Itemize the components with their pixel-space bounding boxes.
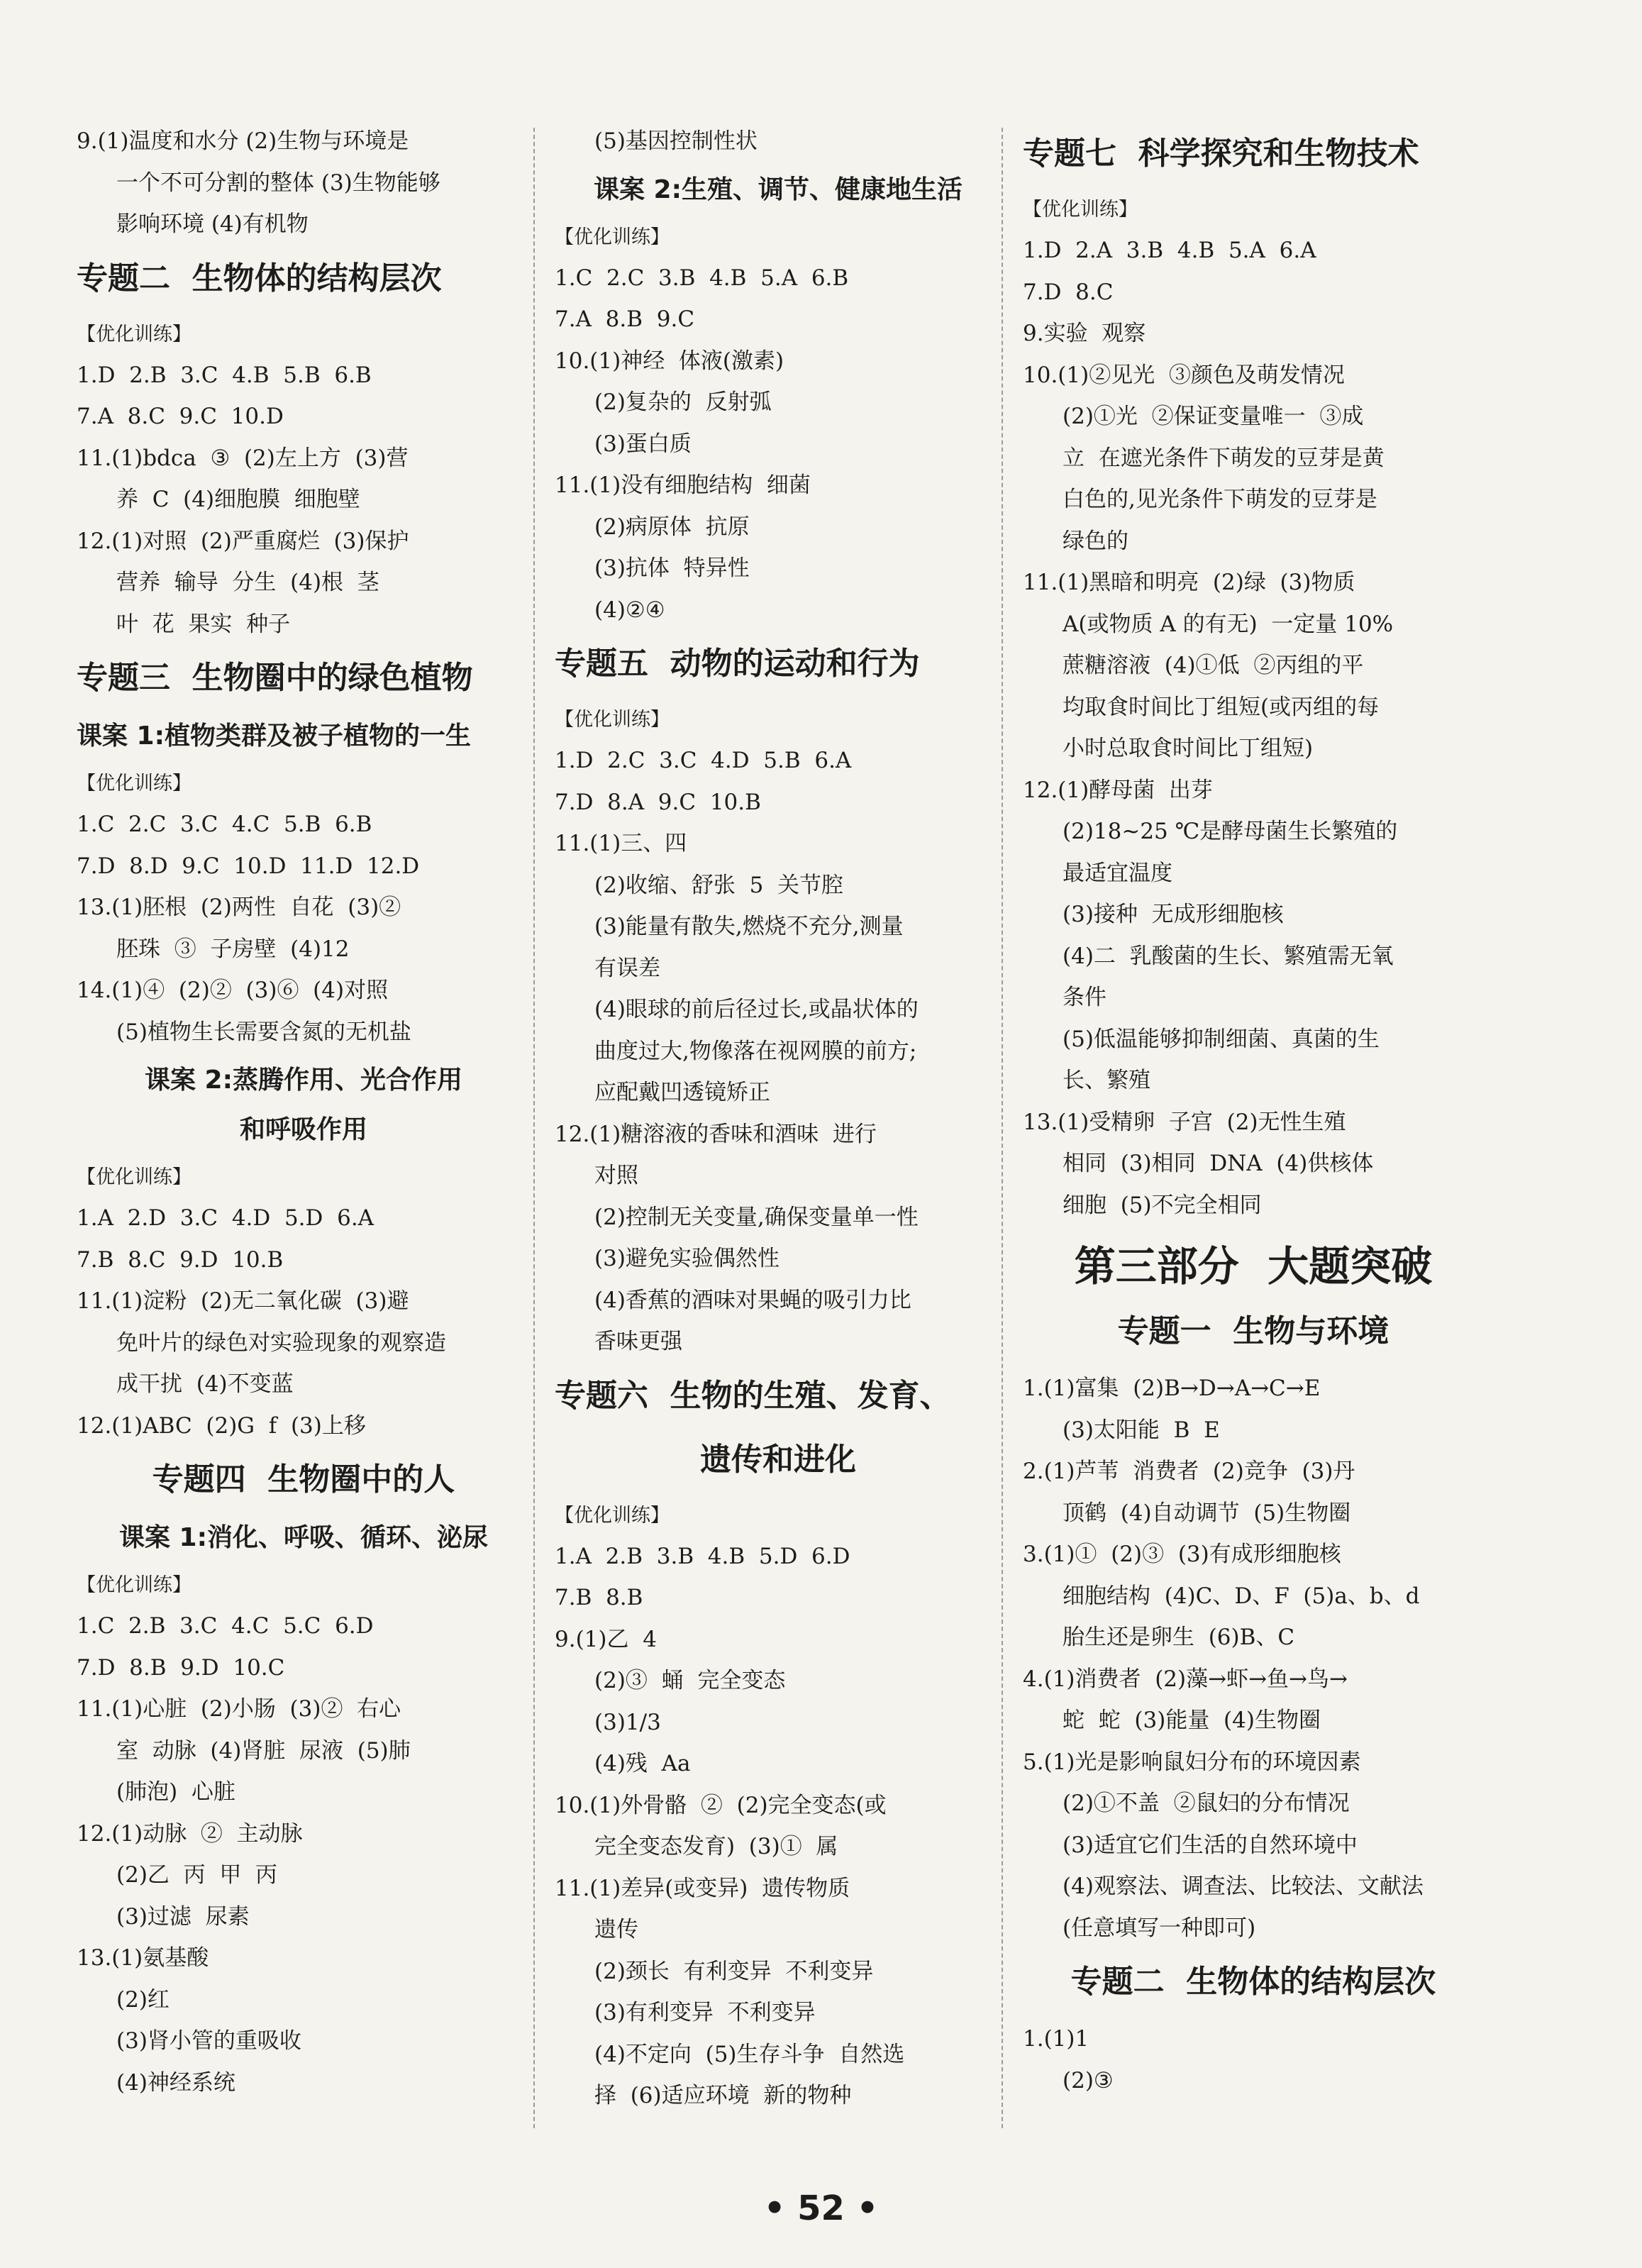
answer-line: (4)眼球的前后径过长,或晶状体的 (594, 997, 919, 1022)
answer-line: 7.D 8.B 9.D 10.C (77, 1654, 285, 1681)
answer-line: 遗传 (594, 1917, 638, 1942)
answer-line: 11.(1)心脏 (2)小肠 (3)② 右心 (77, 1696, 401, 1722)
exercise-tag: 【优化训练】 (77, 1574, 192, 1596)
section-heading: 专题一 生物与环境 (1117, 1313, 1389, 1349)
answer-line: 11.(1)淀粉 (2)无二氧化碳 (3)避 (77, 1288, 409, 1314)
answer-line: 应配戴凹透镜矫正 (594, 1080, 770, 1105)
exercise-tag: 【优化训练】 (555, 226, 670, 248)
answer-line: (2)复杂的 反射弧 (594, 389, 772, 415)
answer-line: (3)避免实验偶然性 (594, 1246, 780, 1271)
section-heading: 专题四 生物圈中的人 (152, 1461, 455, 1498)
section-heading: 专题六 生物的生殖、发育、 (555, 1377, 951, 1414)
answer-line: 成干扰 (4)不变蓝 (116, 1371, 294, 1397)
answer-line: 7.A 8.C 9.C 10.D (77, 404, 284, 429)
answer-line: 9.(1)温度和水分 (2)生物与环境是 (77, 128, 409, 154)
answer-line: 7.B 8.B (555, 1585, 643, 1610)
answer-line: 1.D 2.B 3.C 4.B 5.B 6.B (77, 362, 372, 388)
answer-line: 4.(1)消费者 (2)藻→虾→鱼→鸟→ (1023, 1666, 1348, 1692)
answer-line: (肺泡) 心脏 (116, 1779, 235, 1805)
answer-line: 7.A 8.B 9.C (555, 306, 695, 332)
answer-line: 12.(1)对照 (2)严重腐烂 (3)保护 (77, 528, 409, 554)
answer-line: 完全变态发育) (3)① 属 (594, 1834, 838, 1859)
lesson-heading: 课案 1:消化、呼吸、循环、泌尿 (119, 1523, 488, 1552)
answer-line: 9.(1)乙 4 (555, 1626, 657, 1652)
answer-line: 14.(1)④ (2)② (3)⑥ (4)对照 (77, 978, 389, 1003)
answer-line: 1.C 2.C 3.C 4.C 5.B 6.B (77, 812, 372, 837)
page-number: • 52 • (763, 2189, 879, 2228)
answer-line: 养 C (4)细胞膜 细胞壁 (116, 487, 360, 512)
answer-line: (3)有利变异 不利变异 (594, 2000, 816, 2025)
middle-column (555, 121, 1002, 2117)
answer-line: 1.A 2.B 3.B 4.B 5.D 6.D (555, 1543, 850, 1569)
answer-line: 10.(1)外骨骼 ② (2)完全变态(或 (555, 1792, 887, 1818)
answer-line: (4)残 Aa (594, 1751, 691, 1776)
answer-line: 12.(1)动脉 ② 主动脉 (77, 1820, 303, 1847)
answer-line: (3)过滤 尿素 (116, 1903, 250, 1930)
answer-line: 9.实验 观察 (1023, 321, 1146, 346)
answer-line: 1.D 2.C 3.C 4.D 5.B 6.A (555, 748, 852, 773)
answer-line: (2)收缩、舒张 5 关节腔 (594, 872, 844, 898)
exercise-tag: 【优化训练】 (555, 1504, 670, 1527)
answer-line: (4)神经系统 (116, 2069, 235, 2096)
answer-line: 择 (6)适应环境 新的物种 (594, 2083, 852, 2108)
answer-line: (2)③ 蛹 完全变态 (594, 1668, 786, 1693)
answer-line: 绿色的 (1063, 528, 1128, 554)
answer-line: 11.(1)三、四 (555, 831, 687, 856)
answer-line: (3)适宜它们生活的自然环境中 (1063, 1832, 1358, 1858)
answer-line: 1.C 2.C 3.B 4.B 5.A 6.B (555, 265, 849, 291)
answer-line: 营养 输导 分生 (4)根 茎 (116, 570, 379, 595)
answer-line: 蛇 蛇 (3)能量 (4)生物圈 (1063, 1708, 1321, 1733)
answer-line: 13.(1)氨基酸 (77, 1945, 209, 1971)
answer-line: 最适宜温度 (1063, 860, 1172, 886)
answer-line: 12.(1)糖溶液的香味和酒味 进行 (555, 1121, 877, 1147)
answer-line: (3)1/3 (594, 1709, 661, 1735)
answer-line: 曲度过大,物像落在视网膜的前方; (594, 1038, 917, 1064)
answer-line: (3)能量有散失,燃烧不充分,测量 (594, 914, 904, 939)
page-number-value: 52 (797, 2189, 845, 2228)
answer-line: 10.(1)②见光 ③颜色及萌发情况 (1023, 362, 1345, 388)
answer-line: (3)太阳能 B E (1063, 1417, 1220, 1443)
answer-line: (5)低温能够抑制细菌、真菌的生 (1063, 1026, 1380, 1052)
answer-line: 5.(1)光是影响鼠妇分布的环境因素 (1023, 1749, 1361, 1775)
answer-line: 3.(1)① (2)③ (3)有成形细胞核 (1023, 1542, 1341, 1567)
answer-line: (2)18~25 ℃是酵母菌生长繁殖的 (1063, 819, 1398, 844)
answer-line: (3)抗体 特异性 (594, 555, 750, 581)
answer-line: 12.(1)酵母菌 出芽 (1023, 777, 1213, 803)
right-column (1023, 121, 1484, 2101)
answer-line: 13.(1)胚根 (2)两性 自花 (3)② (77, 895, 401, 920)
column-divider (533, 128, 535, 2128)
answer-line: (2)红 (116, 1986, 170, 2013)
answer-line: (2)颈长 有利变异 不利变异 (594, 1958, 874, 1984)
answer-line: 1.D 2.A 3.B 4.B 5.A 6.A (1023, 238, 1316, 263)
section-heading: 专题二 生物体的结构层次 (77, 260, 442, 297)
answer-line: (3)蛋白质 (594, 431, 692, 457)
answer-line: 叶 花 果实 种子 (116, 611, 291, 637)
answer-line: 2.(1)芦苇 消费者 (2)竞争 (3)丹 (1023, 1459, 1355, 1484)
answer-line: (4)二 乳酸菌的生长、繁殖需无氧 (1063, 943, 1394, 969)
answer-line: 1.(1)富集 (2)B→D→A→C→E (1023, 1376, 1321, 1401)
answer-line: (2)③ (1063, 2067, 1114, 2093)
answer-line: 一个不可分割的整体 (3)生物能够 (116, 170, 440, 196)
answer-line: 11.(1)bdca ③ (2)左上方 (3)营 (77, 445, 409, 471)
part-heading: 第三部分 大题突破 (1074, 1242, 1433, 1290)
answer-line: (任意填写一种即可) (1063, 1915, 1256, 1941)
answer-line: (4)不定向 (5)生存斗争 自然选 (594, 2041, 905, 2067)
answer-line: 11.(1)黑暗和明亮 (2)绿 (3)物质 (1023, 570, 1355, 595)
answer-line: (2)病原体 抗原 (594, 514, 750, 540)
answer-line: 细胞 (5)不完全相同 (1063, 1192, 1262, 1218)
answer-line: 均取食时间比丁组短(或丙组的每 (1063, 694, 1380, 720)
answer-line: (2)①不盖 ②鼠妇的分布情况 (1063, 1791, 1350, 1816)
answer-line: 11.(1)差异(或变异) 遗传物质 (555, 1875, 850, 1901)
answer-line: (2)①光 ②保证变量唯一 ③成 (1063, 404, 1364, 429)
answer-line: 10.(1)神经 体液(激素) (555, 348, 784, 374)
answer-line: (5)基因控制性状 (594, 128, 758, 154)
answer-line: 室 动脉 (4)肾脏 尿液 (5)肺 (116, 1737, 411, 1764)
answer-line: 条件 (1063, 985, 1106, 1010)
answer-line: 1.C 2.B 3.C 4.C 5.C 6.D (77, 1613, 374, 1639)
answer-line: 有误差 (594, 955, 660, 981)
answer-line: 小时总取食时间比丁组短) (1063, 736, 1314, 761)
answer-line: 13.(1)受精卵 子宫 (2)无性生殖 (1023, 1109, 1346, 1135)
answer-line: 影响环境 (4)有机物 (116, 211, 309, 237)
answer-line: 1.(1)1 (1023, 2026, 1089, 2052)
exercise-tag: 【优化训练】 (1023, 199, 1138, 221)
answer-line: 白色的,见光条件下萌发的豆芽是 (1063, 487, 1377, 512)
answer-line: 胎生还是卵生 (6)B、C (1063, 1625, 1295, 1650)
lesson-heading: 和呼吸作用 (239, 1115, 367, 1144)
answer-line: 长、繁殖 (1063, 1068, 1150, 1093)
answer-line: 11.(1)没有细胞结构 细菌 (555, 472, 811, 498)
answer-line: 香味更强 (594, 1329, 682, 1354)
answer-line: (4)观察法、调查法、比较法、文献法 (1063, 1874, 1424, 1899)
lesson-heading: 课案 1:植物类群及被子植物的一生 (77, 721, 471, 751)
answer-line: 免叶片的绿色对实验现象的观察造 (116, 1329, 446, 1356)
answer-line: (5)植物生长需要含氮的无机盐 (116, 1019, 411, 1045)
answer-line: 12.(1)ABC (2)G f (3)上移 (77, 1412, 366, 1439)
answer-line: 立 在遮光条件下萌发的豆芽是黄 (1063, 445, 1385, 471)
lesson-heading: 课案 2:蒸腾作用、光合作用 (145, 1066, 462, 1095)
answer-line: 胚珠 ③ 子房壁 (4)12 (116, 936, 350, 962)
answer-line: 细胞结构 (4)C、D、F (5)a、b、d (1063, 1583, 1420, 1609)
answer-line: 相同 (3)相同 DNA (4)供核体 (1063, 1151, 1374, 1176)
exercise-tag: 【优化训练】 (77, 1166, 192, 1188)
exercise-tag: 【优化训练】 (77, 773, 192, 795)
answer-line: (3)肾小管的重吸收 (116, 2028, 301, 2054)
answer-line: 7.D 8.A 9.C 10.B (555, 789, 761, 815)
exercise-tag: 【优化训练】 (77, 323, 192, 345)
section-heading: 专题三 生物圈中的绿色植物 (77, 660, 473, 696)
lesson-heading: 课案 2:生殖、调节、健康地生活 (594, 175, 963, 204)
exercise-tag: 【优化训练】 (555, 709, 670, 731)
answer-line: 7.B 8.C 9.D 10.B (77, 1246, 284, 1273)
section-heading: 专题七 科学探究和生物技术 (1023, 135, 1419, 172)
answer-line: 7.D 8.D 9.C 10.D 11.D 12.D (77, 853, 420, 879)
answer-line: (2)乙 丙 甲 丙 (116, 1862, 278, 1888)
answer-line: 顶鹤 (4)自动调节 (5)生物圈 (1063, 1500, 1351, 1526)
section-heading: 专题五 动物的运动和行为 (555, 646, 920, 682)
answer-line: 对照 (594, 1163, 638, 1188)
column-divider (1002, 128, 1003, 2128)
answer-line: (3)接种 无成形细胞核 (1063, 902, 1284, 927)
left-column (77, 121, 531, 2103)
section-heading: 遗传和进化 (700, 1441, 856, 1478)
answer-line: (4)香蕉的酒味对果蝇的吸引力比 (594, 1287, 911, 1313)
answer-line: (2)控制无关变量,确保变量单一性 (594, 1204, 919, 1230)
section-heading: 专题二 生物体的结构层次 (1070, 1964, 1436, 2000)
answer-line: (4)②④ (594, 597, 665, 623)
answer-line: 7.D 8.C (1023, 279, 1114, 305)
answer-line: A(或物质 A 的有无) 一定量 10% (1063, 611, 1394, 637)
answer-line: 蔗糖溶液 (4)①低 ②丙组的平 (1063, 653, 1364, 678)
answer-line: 1.A 2.D 3.C 4.D 5.D 6.A (77, 1205, 375, 1231)
